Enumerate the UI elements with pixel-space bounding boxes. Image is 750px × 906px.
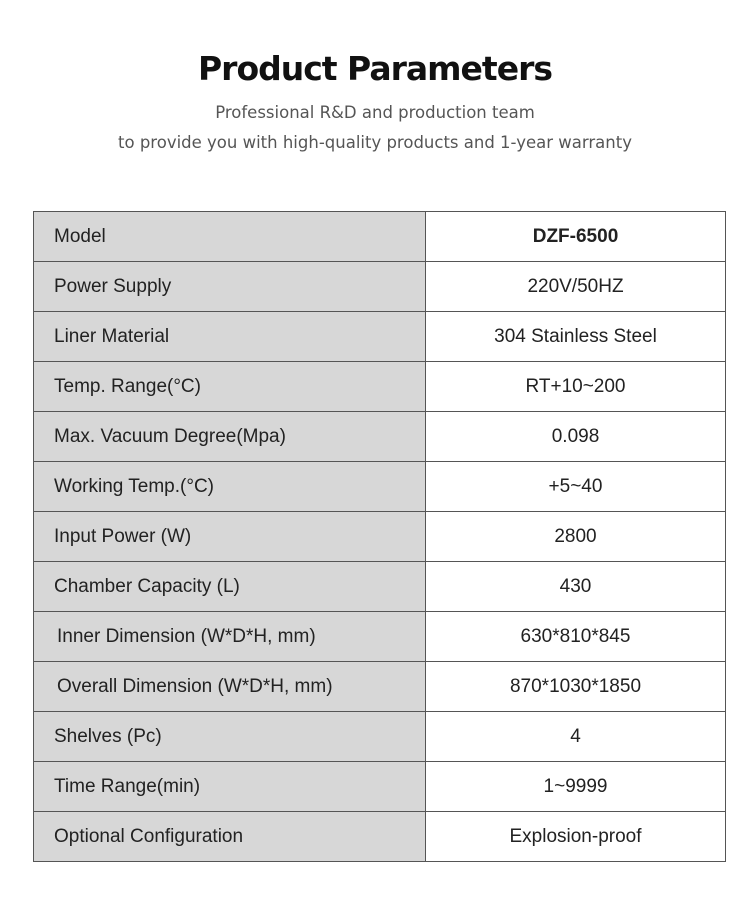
- param-value: 220V/50HZ: [426, 262, 726, 312]
- param-label: Power Supply: [34, 262, 426, 312]
- param-value: DZF-6500: [426, 212, 726, 262]
- param-label: Input Power (W): [34, 512, 426, 562]
- page-title: Product Parameters: [197, 49, 553, 88]
- param-label: Overall Dimension (W*D*H, mm): [34, 662, 426, 712]
- param-label: Shelves (Pc): [34, 712, 426, 762]
- parameters-table: [33, 211, 726, 862]
- param-label: Liner Material: [34, 312, 426, 362]
- table-row: [34, 212, 726, 262]
- subtitle-line-2: to provide you with high-quality products and 1-year warranty: [118, 133, 632, 152]
- param-label: Inner Dimension (W*D*H, mm): [34, 612, 426, 662]
- param-label: Chamber Capacity (L): [34, 562, 426, 612]
- table-row: [34, 662, 726, 712]
- table-row: [34, 462, 726, 512]
- table-row: [34, 762, 726, 812]
- table-row: [34, 412, 726, 462]
- param-label: Temp. Range(°C): [34, 362, 426, 412]
- param-label: Max. Vacuum Degree(Mpa): [34, 412, 426, 462]
- param-value: 630*810*845: [426, 612, 726, 662]
- param-value: 2800: [426, 512, 726, 562]
- table-row: [34, 562, 726, 612]
- param-value: 1~9999: [426, 762, 726, 812]
- table-row: [34, 512, 726, 562]
- param-value: RT+10~200: [426, 362, 726, 412]
- param-value: 870*1030*1850: [426, 662, 726, 712]
- param-label: Working Temp.(°C): [34, 462, 426, 512]
- param-value: 4: [426, 712, 726, 762]
- param-label: Time Range(min): [34, 762, 426, 812]
- table-row: [34, 612, 726, 662]
- param-label: Model: [34, 212, 426, 262]
- param-value: 304 Stainless Steel: [426, 312, 726, 362]
- subtitle-line-1: Professional R&D and production team: [215, 103, 535, 122]
- param-value: +5~40: [426, 462, 726, 512]
- param-label: Optional Configuration: [34, 812, 426, 862]
- param-value: 0.098: [426, 412, 726, 462]
- table-row: [34, 312, 726, 362]
- table-row: [34, 812, 726, 862]
- table-row: [34, 362, 726, 412]
- table-row: [34, 262, 726, 312]
- param-value: Explosion-proof: [426, 812, 726, 862]
- table-row: [34, 712, 726, 762]
- param-value: 430: [426, 562, 726, 612]
